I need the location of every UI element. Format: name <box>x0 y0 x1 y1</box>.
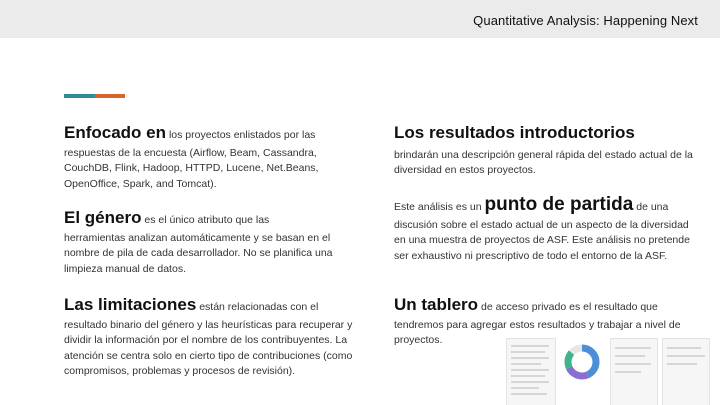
accent-bar-teal <box>64 94 95 98</box>
body-text: tendremos para agregar estos resultados y trabajar a nivel de proyectos. <box>394 318 681 346</box>
paragraph-focus <box>64 125 364 192</box>
donut-chart-icon <box>562 342 602 382</box>
paragraph-starting-point <box>394 194 694 264</box>
header-bar <box>0 0 720 38</box>
inline-text: de una <box>636 201 669 213</box>
pre-text: Este análisis es un <box>394 201 482 213</box>
page-title: Quantitative Analysis: Happening Next <box>473 13 698 28</box>
body-text: respuestas de la encuesta (Airflow, Beam, Cassandra, CouchDB, Flink, Hadoop, HTTPD, Lucene, Net.Beans, OpenOffice, Spark, and Tomcat). <box>64 146 319 190</box>
lead-text: El género <box>64 208 142 227</box>
paragraph-results <box>394 125 694 179</box>
accent-bar-orange <box>95 94 125 98</box>
inline-text: están relacionadas con el <box>199 301 319 313</box>
lead-text: Un tablero <box>394 295 479 314</box>
thumbnail-side-panel <box>662 338 710 405</box>
body-text: resultado binario del género y las heurísticas para recuperar y dividir la información por el nombre de los contribuyentes. La atención se centra solo en cierto tipo de contribuciones (como compromisos, problemas y procesos de revisión). <box>64 318 353 377</box>
lead-text: Los resultados introductorios <box>394 123 635 142</box>
inline-text: de acceso privado es el resultado que <box>480 301 658 313</box>
body-text: herramientas analizan automáticamente y se basan en el nombre de pila de cada desarrollador. No se planifica una limpieza manual de datos. <box>64 231 333 275</box>
thumbnail-table-panel <box>506 338 556 405</box>
lead-text: Enfocado en <box>64 123 167 142</box>
paragraph-gender <box>64 210 364 277</box>
body-text: discusión sobre el estado actual de un aspecto de la diversidad en una muestra de proyectos de ASF. Este análisis no pretende ser exhaustivo ni prescriptivo de todo el entorno de la ASF. <box>394 218 690 262</box>
dashboard-thumbnail <box>506 330 712 405</box>
paragraph-limitations <box>64 297 364 380</box>
thumbnail-list-panel <box>610 338 658 405</box>
body-text: brindarán una descripción general rápida del estado actual de la diversidad en estos proyectos. <box>394 148 693 176</box>
inline-text: los proyectos enlistados por las <box>168 129 316 141</box>
lead-text: Las limitaciones <box>64 295 197 314</box>
inline-text: es el único atributo que las <box>144 214 270 226</box>
lead-text: punto de partida <box>484 194 634 215</box>
